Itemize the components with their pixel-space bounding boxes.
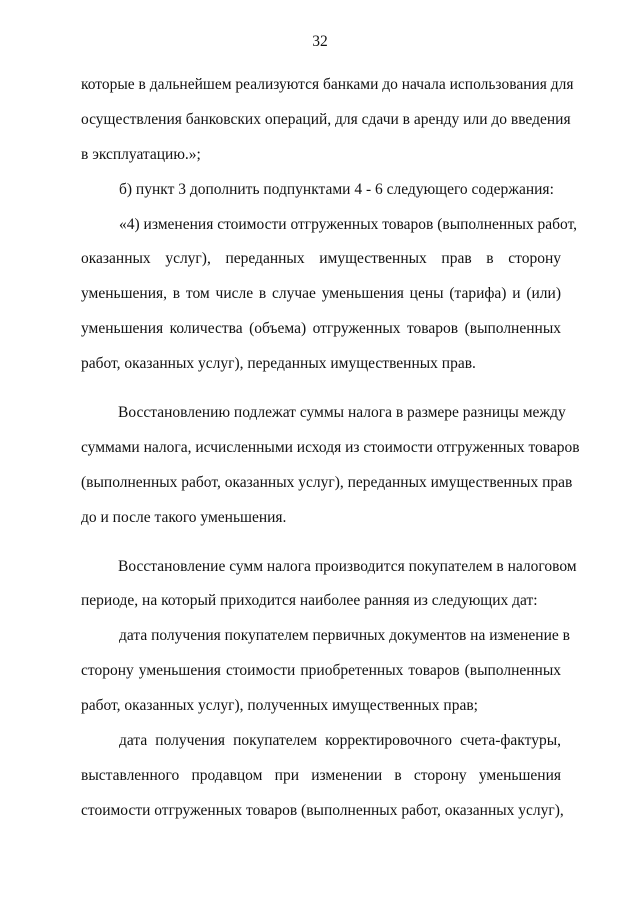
paragraph-gap [81,382,561,396]
page-number: 32 [312,33,328,50]
text-line: Восстановление сумм налога производится покупателем в налоговом [118,557,577,575]
text-line: в эксплуатацию.»; [81,145,201,163]
text-line: работ, оказанных услуг), переданных имущественных прав. [81,355,476,373]
text-line: уменьшения количества (объема) отгруженных товаров (выполненных [81,320,561,338]
document-body [81,68,580,829]
text-line: периоде, на который приходится наиболее ранняя из следующих дат: [81,592,538,610]
text-line: работ, оказанных услуг), полученных имущественных прав; [81,697,478,715]
text-line: оказанных услуг), переданных имущественных прав в сторону [81,250,561,268]
text-line: (выполненных работ, оказанных услуг), переданных имущественных прав [81,473,573,491]
text-line: суммами налога, исчисленными исходя из стоимости отгруженных товаров [81,438,580,456]
text-line: которые в дальнейшем реализуются банками до начала использования для [81,76,574,93]
paragraph-gap [81,536,561,550]
text-line: сторону уменьшения стоимости приобретенных товаров (выполненных [81,662,561,680]
text-line: стоимости отгруженных товаров (выполненных работ, оказанных услуг), [81,801,564,819]
text-line: до и после такого уменьшения. [81,508,287,526]
text-line: «4) изменения стоимости отгруженных товаров (выполненных работ, [119,215,578,233]
text-line: дата получения покупателем первичных документов на изменение в [119,627,570,645]
text-line: Восстановлению подлежат суммы налога в размере разницы между [118,404,566,422]
text-line: б) пункт 3 дополнить подпунктами 4 - 6 следующего содержания: [119,180,554,198]
text-line: уменьшения, в том числе в случае уменьшения цены (тарифа) и (или) [81,285,561,303]
text-line: осуществления банковских операций, для сдачи в аренду или до введения [81,110,571,128]
text-line: выставленного продавцом при изменении в сторону уменьшения [81,766,561,784]
text-line: дата получения покупателем корректировочного счета-фактуры, [119,732,561,750]
